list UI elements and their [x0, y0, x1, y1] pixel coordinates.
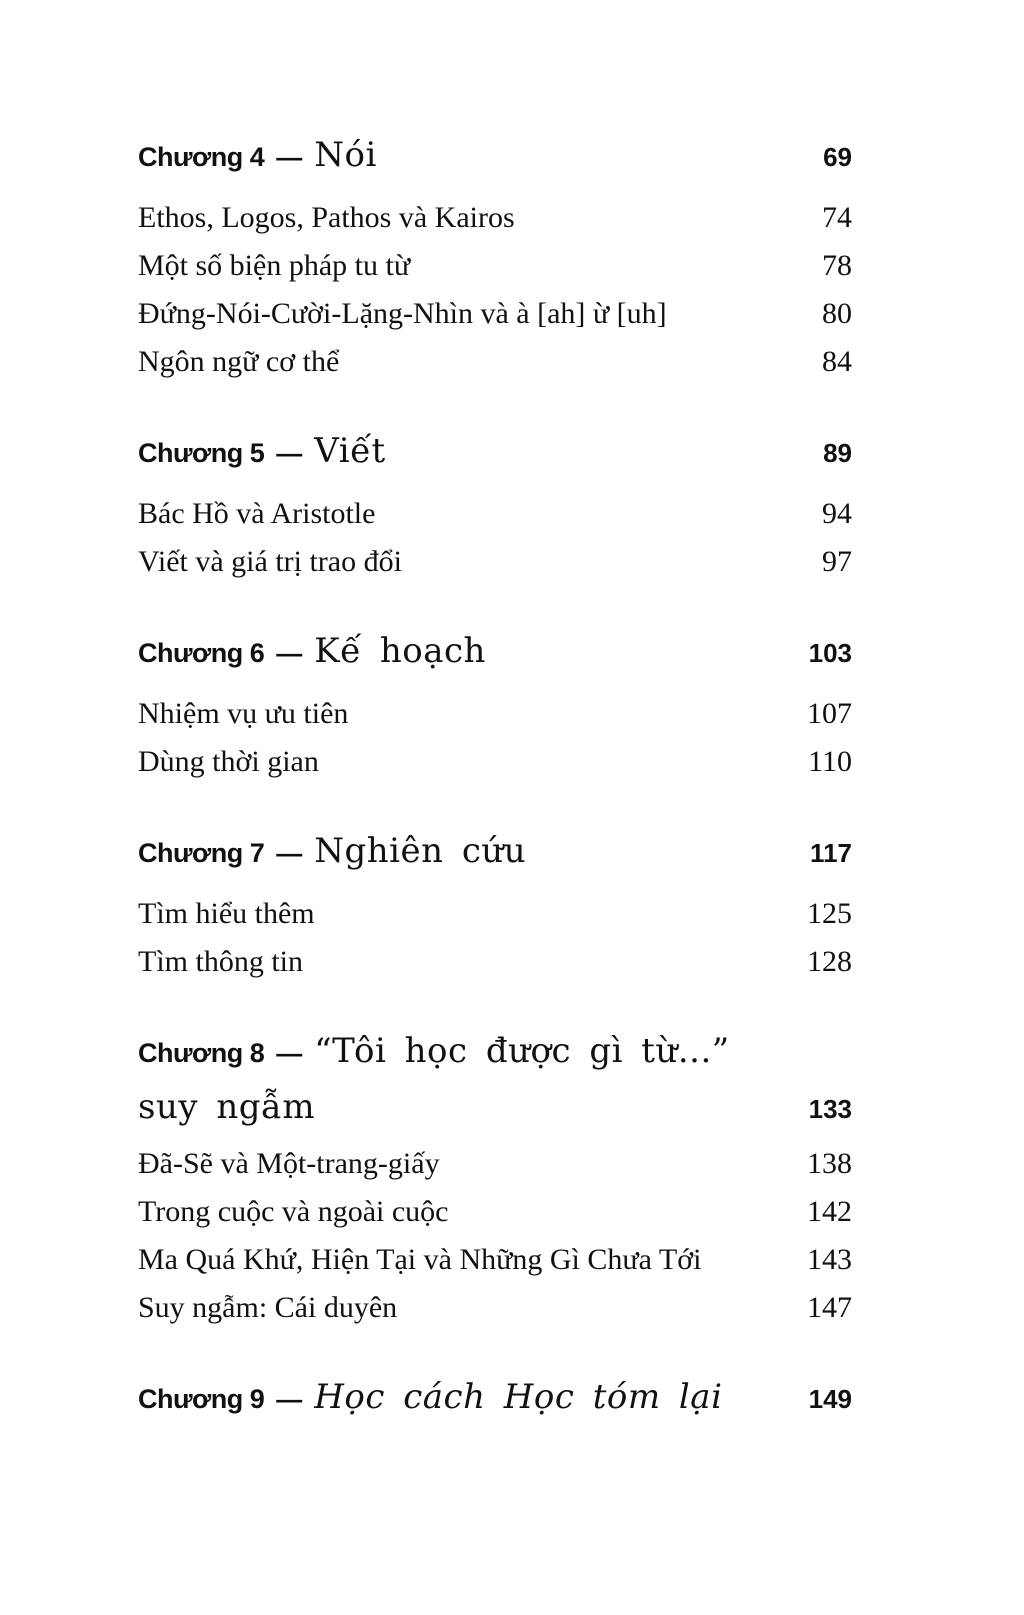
- toc-section: [138, 622, 852, 786]
- toc-chapter-row-line2: [138, 1084, 852, 1132]
- toc-chapter-heading: [138, 422, 386, 482]
- toc-item-page-number: 143: [807, 1243, 852, 1276]
- toc-item-label: Suy ngẫm: Cái duyên: [138, 1291, 398, 1324]
- toc-item-page-number: 94: [822, 497, 852, 530]
- toc-chapter-row: [138, 822, 852, 882]
- toc-chapter-row: [138, 622, 852, 682]
- toc-item-row: [138, 538, 852, 586]
- toc-chapter-row: [138, 422, 852, 482]
- toc-list: [138, 126, 852, 1428]
- chapter-title: “Tôi học được gì từ...”: [314, 1031, 730, 1071]
- toc-item-label: Viết và giá trị trao đổi: [138, 545, 402, 578]
- chapter-page-number: 117: [810, 838, 852, 868]
- chapter-title: Học cách Học tóm lại: [314, 1377, 723, 1417]
- toc-chapter-heading: [138, 1022, 730, 1082]
- toc-item-page-number: 110: [808, 745, 852, 778]
- toc-item-label: Ethos, Logos, Pathos và Kairos: [138, 201, 515, 234]
- chapter-dash: —: [276, 638, 303, 668]
- chapter-label: Chương 8: [138, 1038, 265, 1068]
- toc-item-label: Dùng thời gian: [138, 745, 319, 778]
- toc-item-label: Một số biện pháp tu từ: [138, 249, 411, 282]
- toc-section: [138, 1022, 852, 1332]
- chapter-title: Nói: [314, 135, 377, 175]
- toc-item-label: Bác Hồ và Aristotle: [138, 497, 376, 530]
- toc-item-row: [138, 194, 852, 242]
- toc-item-row: [138, 938, 852, 986]
- chapter-label: Chương 9: [138, 1384, 265, 1414]
- toc-item-label: Đứng-Nói-Cười-Lặng-Nhìn và à [ah] ừ [uh]: [138, 297, 667, 330]
- toc-chapter-heading: [138, 126, 377, 186]
- chapter-page-number: 69: [823, 142, 852, 172]
- toc-item-page-number: 78: [822, 249, 852, 282]
- toc-chapter-row: [138, 1022, 852, 1082]
- chapter-page-number: 149: [808, 1384, 852, 1414]
- toc-item-page-number: 138: [807, 1147, 852, 1180]
- toc-item-row: [138, 1188, 852, 1236]
- toc-item-label: Đã-Sẽ và Một-trang-giấy: [138, 1147, 440, 1180]
- toc-item-row: [138, 1236, 852, 1284]
- toc-item-row: [138, 890, 852, 938]
- chapter-dash: —: [276, 1384, 303, 1414]
- toc-section: [138, 126, 852, 386]
- toc-section: [138, 1368, 852, 1428]
- chapter-dash: —: [276, 438, 303, 468]
- toc-chapter-heading: [138, 1368, 722, 1428]
- toc-item-page-number: 84: [822, 345, 852, 378]
- toc-item-page-number: 97: [822, 545, 852, 578]
- chapter-dash: —: [276, 838, 303, 868]
- toc-item-page-number: 125: [807, 897, 852, 930]
- toc-item-label: Tìm hiểu thêm: [138, 897, 315, 930]
- chapter-title: Kế hoạch: [314, 631, 486, 671]
- chapter-label: Chương 5: [138, 438, 265, 468]
- toc-item-row: [138, 738, 852, 786]
- toc-item-row: [138, 1140, 852, 1188]
- chapter-title-line2: suy ngẫm: [138, 1087, 316, 1127]
- toc-item-row: [138, 290, 852, 338]
- chapter-title: Viết: [314, 431, 386, 471]
- toc-item-label: Nhiệm vụ ưu tiên: [138, 697, 349, 730]
- toc-item-page-number: 80: [822, 297, 852, 330]
- chapter-page-number: 103: [808, 638, 852, 668]
- toc-item-label: Trong cuộc và ngoài cuộc: [138, 1195, 449, 1228]
- toc-item-page-number: 128: [807, 945, 852, 978]
- toc-item-page-number: 142: [807, 1195, 852, 1228]
- toc-item-page-number: 74: [822, 201, 852, 234]
- chapter-label: Chương 6: [138, 638, 265, 668]
- toc-chapter-heading: [138, 622, 486, 682]
- toc-item-row: [138, 242, 852, 290]
- toc-chapter-heading: [138, 822, 526, 882]
- toc-item-row: [138, 338, 852, 386]
- toc-item-label: Tìm thông tin: [138, 945, 303, 978]
- toc-item-page-number: 147: [807, 1291, 852, 1324]
- toc-section: [138, 822, 852, 986]
- toc-item-label: Ma Quá Khứ, Hiện Tại và Những Gì Chưa Tới: [138, 1243, 702, 1276]
- toc-item-row: [138, 690, 852, 738]
- chapter-page-number: 133: [808, 1094, 852, 1124]
- toc-item-row: [138, 1284, 852, 1332]
- chapter-page-number: 89: [823, 438, 852, 468]
- chapter-label: Chương 4: [138, 142, 265, 172]
- chapter-dash: —: [276, 142, 303, 172]
- toc-chapter-row: [138, 1368, 852, 1428]
- chapter-label: Chương 7: [138, 838, 265, 868]
- toc-item-row: [138, 490, 852, 538]
- chapter-dash: —: [276, 1038, 303, 1068]
- toc-item-page-number: 107: [807, 697, 852, 730]
- toc-item-label: Ngôn ngữ cơ thể: [138, 345, 340, 378]
- chapter-title: Nghiên cứu: [314, 831, 527, 871]
- toc-section: [138, 422, 852, 586]
- toc-chapter-row: [138, 126, 852, 186]
